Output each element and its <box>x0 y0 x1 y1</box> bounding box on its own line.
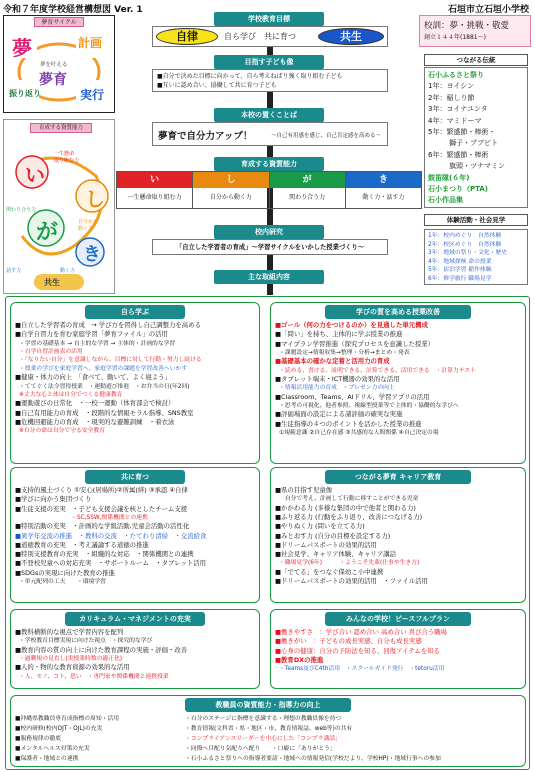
list-item: ■教育内容の質の向上に向けた教育課程の実施・評価・改善 <box>15 645 188 654</box>
ability-cell-ga: が 関わり合う力 <box>270 172 346 208</box>
section-career <box>270 467 526 603</box>
list-item: ■基礎基本の確かな定着と活用力の育成 <box>275 357 390 366</box>
list-item: ■特別支援教育の充実 ・組織的な対応 ・関係機関との連携 <box>15 550 194 559</box>
section-self-learning <box>10 302 260 464</box>
list-item: ■ふり返る力 (行動をふり返り、改善につなげる力) <box>275 513 423 521</box>
abilities-grid <box>116 171 422 209</box>
list-item: ・学校教育目標実現に向けた視点 ・探究的な学び <box>19 638 153 645</box>
experience-item: 4年：地域探検 命の授業 <box>428 258 492 265</box>
list-item: ①規範意識 ②自己存在感 ③共感的な人間関係 ④自己決定の場 <box>279 430 439 436</box>
section-grow-together-header: 共に育つ <box>85 470 185 484</box>
motto-box <box>419 15 531 47</box>
list-item: ■心身の健康：自分の予防法を知る、回復アイテムを知る <box>275 646 440 655</box>
list-item: ■運動遊びの日常化 ・一校一運動（体育部会で検討） <box>15 399 175 408</box>
list-item: ・石小ふるさと祭りへの指導者要請・地域への情報発信(学校だより、学校HP)・地域行事への参加 <box>185 756 441 762</box>
list-item: ■不登校児童への対応充実 ・サポートルーム ・タブレット活用 <box>15 559 207 568</box>
list-item: ・職場見学(6年) ・ようこそ先輩(仕事や生き方) <box>279 560 420 567</box>
list-item: ・教育情報(文科省・県・地区・市、教育情報誌、web等)の共有 <box>185 726 353 732</box>
section-peaceful-plan-header: みんなの学校！ピースフルプラン <box>325 612 471 626</box>
section-curriculum <box>10 609 260 689</box>
goal-mid: 自ら学び 共に育つ <box>224 32 296 41</box>
section-teacher-quality-header: 教職員の資質能力・指導力の向上 <box>185 698 351 712</box>
keyword-box <box>152 122 388 146</box>
goal-header: 学校教育目標 <box>214 12 324 26</box>
ability-panel <box>3 119 115 294</box>
founded-text: 創立１４４年(1881～) <box>424 34 486 41</box>
list-item: ■タブレット端末・ICT機器の効果的な活用 <box>275 375 400 383</box>
section-curriculum-header: カリキュラム・マネジメントの充実 <box>65 612 205 626</box>
list-item: ■Classroom、Teams、AIドリル、学習アプリの活用 <box>275 392 430 401</box>
list-item: ■特別活動の充実 ・計画的な学級活動,児童会活動の活性化 <box>15 522 190 531</box>
cycle-execute: 実行 <box>80 88 105 102</box>
list-item: ■働きがい ：子どもの成長実感、自分も成長実感 <box>275 637 422 646</box>
list-item: ■危機回避能力の育成 ・現実的な避難訓練 ・着衣泳 <box>15 417 175 426</box>
list-item: ■生徒支援の充実 ・子ども支援会議を核としたチーム支援 <box>15 504 188 513</box>
list-item: ■教育DXの推進 <box>275 655 324 664</box>
list-item: ■沖縄県教職員専育成指標の周知・活用 <box>15 716 120 722</box>
tradition-item: 鼓笛隊(６年) <box>428 173 470 182</box>
list-item: ■教科横断的な視点で学習内容を配列 <box>15 628 124 636</box>
ability-shi: し <box>85 187 105 211</box>
list-item: 自分で考え、計画して行動に移すことができる児童 <box>279 496 419 503</box>
tradition-item: 5年：繁盛節・棒術・ <box>428 128 496 137</box>
keyword-header: 本校の置くことば <box>214 108 324 122</box>
page-title: 令和７年度学校経営構想図 Ver. 1 <box>3 5 143 15</box>
list-item: ・過剰規の見直し(実授業時数の適正化) <box>19 656 123 662</box>
list-item: ■SDGsの実現に向けた教育の推進 <box>15 568 115 577</box>
target-header: 目指す子ども像 <box>214 55 324 69</box>
list-item: ■道徳教育の充実 ・考え議論する道徳の推進 <box>15 540 149 549</box>
ability-cell-i: い 一生懸命取り組む力 <box>117 172 193 208</box>
section-lesson-improvement-header: 学びの質を高める授業改善 <box>325 305 471 319</box>
keyword-sub: ～自己有用感を感じ、自己肯定感を高める～ <box>271 133 382 139</box>
list-item: ・授業の学びを家庭学習へ、家庭学習の課題を学習改善へいかす <box>19 365 188 372</box>
ability-a3: 関わり合う力 <box>6 207 37 213</box>
list-item: ■支持的風土づくり ①安心(居場所)②所属(絆) ③承認 ④自律 <box>15 486 188 494</box>
list-item: ■評価場面の設定による諸評価の確実な実施 <box>275 410 403 419</box>
section-grow-together <box>10 467 260 603</box>
ability-cell-ki: き 動く力・話す力 <box>346 172 421 208</box>
list-item: ■ドリームパスポートの効果的活用 <box>275 540 377 549</box>
section-lesson-improvement <box>270 302 526 464</box>
list-item: ■「でてる」をつなぐ保幼こ小中連携 <box>275 567 384 576</box>
list-item: ■やりぬく力 (問いを立てる力) <box>275 522 365 531</box>
tradition-item: 1年：ヨイシン <box>428 82 475 91</box>
ability-i: い <box>25 163 45 187</box>
list-item: ■メンタルヘルス対策の充実 <box>15 746 90 752</box>
tradition-item: 石小まつり（PTA) <box>428 185 488 194</box>
list-item: ■自学自習力を育む家庭学習「夢育ファイル」の活用 <box>15 330 168 339</box>
target-item: ■自分で決めた目標に向かって、自ら考えねばり強く取り組む子ども <box>157 73 343 80</box>
list-item: ・単元配列の工夫 ・環境学習 <box>19 579 106 586</box>
list-item: ■みとおす力 (自分の目標を設定する力) <box>275 531 391 540</box>
tradition-header: つながる伝統 <box>424 54 528 66</box>
list-item: ■かかわる力 (多様な集団の中で他者と関わる力) <box>275 503 416 512</box>
list-item: ・課題設定→情報収集→整理・分析→まとめ・発表 <box>279 349 410 356</box>
abilities-header: 育成する資質能力 <box>214 157 324 171</box>
ability-ga: が <box>36 220 59 245</box>
tradition-item: 3年：コイナユンタ <box>428 105 488 114</box>
tradition-item: 旗頭・ツナマミン <box>428 162 505 171</box>
list-item: ・自学自習計画表の活用 <box>19 349 83 355</box>
tradition-item: 6年：繁盛節・棒術 <box>428 150 489 159</box>
list-item: ・読める、書ける、説明できる、計算できる、活用できる ・計算力テスト <box>279 367 476 374</box>
list-item: ・コンプライアンスリーダーを中心にした「コンプラ講話」 <box>185 736 341 742</box>
list-item: ・学習の基礎基本 → 自主的な学習 → 主体的・計画的な学習 <box>19 340 176 347</box>
goal-kyosei: 共生 <box>318 28 384 45</box>
cycle-center: 夢育 <box>39 72 67 88</box>
list-item: ※丈夫な心と体は自分でつくる健康教育 <box>19 391 123 398</box>
school-name: 石垣市立石垣小学校 <box>447 5 529 15</box>
tradition-item: 4年：マミドーマ <box>428 116 482 125</box>
experience-item: 2年：校区めぐり 自然体験 <box>428 241 502 248</box>
section-career-header: つながる夢育 キャリア教育 <box>325 470 471 484</box>
section-peaceful-plan <box>270 609 526 689</box>
ability-label: 育成する資質能力 <box>30 123 92 133</box>
list-item: ■県の目指す児童像 <box>275 486 333 494</box>
keyword-main: 夢育で自分力アップ！ <box>158 131 253 142</box>
tradition-list <box>424 67 528 208</box>
cycle-panel <box>3 15 115 113</box>
list-item: ■健康・体力の向上 「食べて、動いて、よく寝よう」 <box>15 373 171 382</box>
main-header: 主な取組内容 <box>214 270 324 284</box>
list-item: ・ててぐく法令習得授業 ・運動遊び推進 ・お弁当の日(年2回) <box>19 383 190 390</box>
ability-a2: 自分から 動く力 <box>78 219 99 232</box>
ability-a1: 一生懸命 取り組む力 <box>54 151 80 164</box>
list-item: ・自分のステージに指標を意識する・理想の教職員像を持つ <box>185 716 342 722</box>
list-item: ■保護者・地域との連携 <box>15 756 79 762</box>
list-item: ・SC,SSW,関係機関との連携 <box>19 514 148 521</box>
list-item: ・人、モノ、コト、思い ・専門家や関係機関と連携授業 <box>19 673 169 680</box>
list-item: ・Teams及びC4th活用 ・スクールガイド発行 ・tetoru活用 <box>279 666 445 673</box>
experience-header: 体験活動・社会見学 <box>424 214 528 226</box>
ability-ki: き <box>83 244 101 265</box>
cycle-label: 夢育サイクル <box>34 17 84 27</box>
section-self-learning-header: 自ら学ぶ <box>85 305 185 319</box>
research-box: 「自立した学習者の育成」～学習サイクルをいかした授業づくり～ <box>152 239 388 255</box>
list-item: ■マイプラン学習推進（探究プロセスを意識した授業） <box>275 339 435 348</box>
list-item: ・思考の可視化、他者参照、複線型授業等で主体的・協働的な学びへ <box>279 403 459 409</box>
list-item: ■「問い」を持ち、主体的に学ぶ授業の推進 <box>275 330 403 339</box>
list-item: ※自分の命は自分で守る安全教育 <box>19 428 106 435</box>
experience-item: 3年：地域の祭り・文化・歴史 <box>428 250 508 257</box>
research-header: 校内研究 <box>214 225 324 239</box>
list-item: ■自立した学習者の育成 → 学び方を習得し自己調整力を高める <box>15 321 201 329</box>
ability-kyosei: 共生 <box>44 278 60 287</box>
list-item: ・同僚へ目配り気配りへ配り ・口癖に「ありがとう」 <box>185 746 336 752</box>
list-item: ■校内研修(校内OJT・OJL)の充実 <box>15 726 103 732</box>
cycle-reflect: 振り返り <box>9 89 41 98</box>
section-teacher-quality <box>10 695 526 767</box>
tradition-item: 石小作品集 <box>428 196 463 205</box>
list-item: ■学びに向かう集団づくり <box>15 495 92 504</box>
experience-item: 6年：修学旅行 職場見学 <box>428 275 492 282</box>
tradition-item: 石小ふるさと祭り <box>428 71 484 79</box>
list-item: ■服務規律の徹底 <box>15 736 62 742</box>
list-item: ■自己有用能力の育成 ・段階的な情報モラル指導、SNS教室 <box>15 408 194 417</box>
ability-a4: 動く力 <box>60 268 76 274</box>
cycle-dream: 夢 <box>12 36 32 60</box>
list-item: ・「なりたい自分」を意識しながら、目標に対して行動・努力し続ける <box>19 357 202 364</box>
list-item: ■社会見学、キャリア体験、キャリア講話 <box>275 550 397 559</box>
list-item: ■ドリームパスポートの効果的活用 ・ファイル活用 <box>275 577 428 586</box>
list-item: ・情報活用能力の育成 ・プレゼン力の向上 <box>279 385 395 392</box>
motto-text: 校訓：夢・挑戦・敬愛 <box>424 21 510 31</box>
list-item: ■異学年交流の推進 ・教科の交流 ・たてわり清掃 ・交流給食 <box>15 531 207 540</box>
list-item: ■ゴール（何の力をつけるのか）を見通した単元構成 <box>275 321 428 329</box>
goal-jiritsu: 自律 <box>156 28 218 45</box>
ability-cell-shi: し 自分から動く力 <box>193 172 269 208</box>
cycle-center-sub: 夢を叶える <box>40 62 68 68</box>
list-item: ■生徒指導の４つのポイントを活かした授業の推進 <box>275 419 422 428</box>
target-box <box>152 69 388 92</box>
tradition-item: 獅子・ブブビト <box>428 139 498 148</box>
ability-a5: 話す力 <box>6 268 22 274</box>
tradition-item: 2年：稲しり節 <box>428 93 475 102</box>
target-item: ■互いに認め合い、協働して共に育つ子ども <box>157 82 277 89</box>
cycle-plan: 計画 <box>78 36 103 50</box>
list-item: ■人的・物的な教育資源の効果的な活用 <box>15 663 130 672</box>
experience-item: 5年：宿泊学習 稲作体験 <box>428 267 492 274</box>
list-item: ■働きやすさ ：学び合い 認め合い 高め合い 喜び合う職場 <box>275 628 447 636</box>
experience-list <box>424 229 528 285</box>
experience-item: 1年：校内めぐり 自然体験 <box>428 233 502 239</box>
